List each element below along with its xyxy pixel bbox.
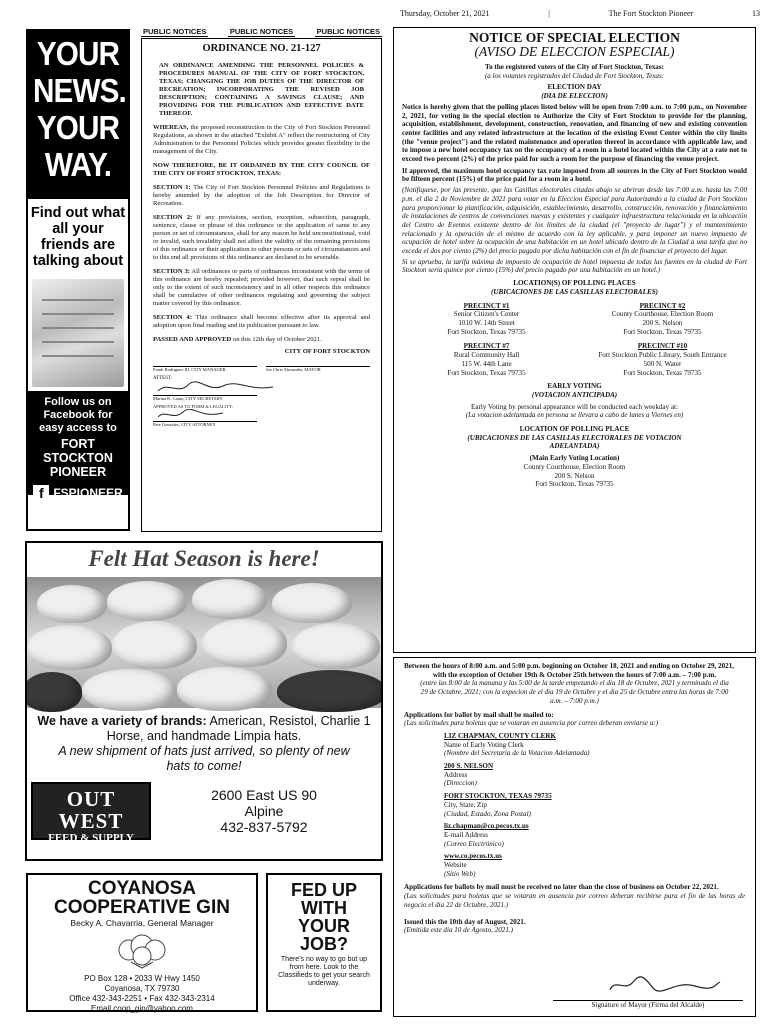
ordinance-notice xyxy=(141,38,382,532)
early-voting-details xyxy=(393,657,756,1017)
newspaper-image xyxy=(32,279,124,387)
fed-up-word-2: WITH xyxy=(301,898,347,918)
page-header xyxy=(400,9,760,18)
address-city: Alpine xyxy=(244,803,284,819)
early-voting-text-es: (La votacion adelantada en persona se llevara a cabo de lunes a Viernes en) xyxy=(465,411,684,420)
gin-email: Email coop_gin@yahoo.com xyxy=(91,1004,193,1013)
mail-deadline-es: (Las solicitudes para boletas que se votaran en ausencia por correo deberan recibirse para el fin de las horas de negocio el dia 22 de Octubre, 2021.) xyxy=(404,892,745,909)
ordinance-whereas xyxy=(153,124,370,156)
gin-title-1: COYANOSA xyxy=(87,878,197,899)
header-page-number: 13 xyxy=(751,9,760,18)
ordinance-caption: AN ORDINANCE AMENDING THE PERSONNEL POLICIES & PROCEDURES MANUAL OF THE CITY OF FORT STOCKTON, TEXAS; CHANGING THE JOB DUTIES OF THE DIRECTOR OF RECREATION; INCORPORATING THE REVISED JOB DESCRIPTION; CONTAINING A SAVINGS CLAUSE; AND PROVIDING FOR THE PUBLICATION AND EFFECTIVE DATE THEREOF. xyxy=(159,62,364,117)
section-3-text: All ordinances or parts of ordinances inconsistent with the terms of this ordinance are hereby repealed; provided however, that such repeal shall be only to the extent of such inconsistency and in all other respects this ordinance shall be cumulative of other ordinances regulating and governing the subject matter covered by this ordinance. xyxy=(153,268,370,307)
out-west-logo xyxy=(31,782,151,851)
precinct-line: Fort Stockton, Texas 79735 xyxy=(447,327,526,336)
logo-alpine: ALPINE, TX xyxy=(74,845,108,851)
precinct-name: PRECINCT #1 xyxy=(463,301,510,310)
mail-street-label-es: (Direccion) xyxy=(444,779,477,788)
public-notices-tab-1: PUBLIC NOTICES xyxy=(143,27,207,36)
public-notices-tabs xyxy=(141,27,382,37)
hat-ad-brands-text: American, Resistol, Charlie 1 Horse, and handmade Limpia hats. xyxy=(106,714,371,743)
cotton-boll-icon xyxy=(107,932,177,970)
early-voting-heading: EARLY VOTING xyxy=(547,382,602,391)
section-4-text: This ordinance shall become effective after its approval and adoption upon final reading and its publication pursuant to law. xyxy=(153,314,370,329)
mayor-signature-scribble xyxy=(605,976,725,994)
mail-heading-es: (Las solicitudes para boletas que se votaran en ausencia por correo deberan enviarse a:) xyxy=(404,719,659,728)
precinct-line: 1010 W. 14th Street xyxy=(458,318,515,327)
precinct-name: PRECINCT #10 xyxy=(637,342,688,351)
ordinance-section-3 xyxy=(153,268,370,308)
section-1-text: The City of Fort Stockton Personnel Policies and Regulations is hereby amended by the adoption of the Job Description for Director of Recreation. xyxy=(153,184,370,207)
precinct-name: PRECINCT #2 xyxy=(639,301,686,310)
mail-deadline: Applications for ballots by mail must be received no later than the close of business on October 22, 2021. xyxy=(404,883,719,892)
ordinance-signatures-row xyxy=(153,366,370,372)
ad-line-way: WAY. xyxy=(44,146,112,183)
issued-date: Issued this the 10th day of August, 2021. xyxy=(404,917,526,926)
election-body-2-es: Si se aprueba, la tarifa máxima de impuesto de ocupación de hotel impuesta de todas las fuentes en la ciudad de Fort Stockton sería quince por ciento (15%) del precio pagado por una habitación en un hotel.) xyxy=(402,257,747,275)
issued-date-es: (Emitida este dia 10 de Agosto, 2021.) xyxy=(404,926,514,935)
website-link[interactable]: www.co.pecos.tx.us xyxy=(444,852,502,861)
hat-ad-shipment: A new shipment of hats just arrived, so plenty of new hats to come! xyxy=(58,744,350,773)
early-voting-heading-es: (VOTACION ANTICIPADA) xyxy=(531,390,618,399)
hat-ad-brands-lead: We have a variety of brands: xyxy=(37,714,207,728)
fed-up-word-4: JOB? xyxy=(299,934,348,954)
signature-secretary-scribble xyxy=(153,381,283,395)
coyanosa-gin-ad[interactable] xyxy=(26,873,258,1012)
address-street: 2600 East US 90 xyxy=(211,787,317,803)
precinct-line: Rural Community Hall xyxy=(453,351,520,360)
website-label: Website xyxy=(444,861,467,870)
fed-up-word-1: FED UP xyxy=(290,880,357,900)
election-day-es: (DIA DE ELECCION) xyxy=(541,92,608,101)
precinct-name: PRECINCT #7 xyxy=(463,342,510,351)
signature-city-manager: Frank Rodriguez III, CITY MANAGER xyxy=(153,366,257,372)
fed-up-classifieds-ad[interactable] xyxy=(266,873,382,1012)
public-notices-tab-3: PUBLIC NOTICES xyxy=(316,27,380,36)
election-body-es: (Notifiquese, por las presente, que las Casillas electorales citadas abajo se abriran desde las 7:00 a.m. hasta las 7:00 p.m. el dia 2 de Noviembre de 2021 para votar en la Eleccion Especial para Autorizando a la ciudad de Fort Stockton para proporcionar la planificación, adquisición, establecimiento, desarrollo, construcción, renovación y financiamiento de instalaciones de centros de convenciones nuevas y existentes y cualquier infraestructura relacionada en la ubicación del Centro de Eventos existente dentro de los límites de la ciudad (el "proyecto de lugar") y el mantenimiento relacionado y la operación de el mismo de acuerdo con la ley aplicable, y para imponer un nuevo impuesto de ocupación de hotel sobre la ocupación de una habitación en un hotel ubicado dentro de la Ciudad a una tarifa que no exceda el dos por ciento (2%) del precio pagado por dicha habitación con el fin de financiar el proyecto del lugar. xyxy=(402,186,747,256)
ad-line-your-2: YOUR xyxy=(36,109,120,146)
election-day: ELECTION DAY xyxy=(547,83,602,92)
mail-city-label: City, State, Zip xyxy=(444,800,487,809)
precinct-line: County Courthouse, Election Room xyxy=(611,310,714,319)
main-early-line-1: County Courthouse, Election Room xyxy=(523,462,626,471)
section-4-lead: SECTION 4: xyxy=(153,314,192,321)
early-hours-exception: with the exception of October 19th & October 25th between the hours of 7:00 a.m. – 7:00 p.m. xyxy=(432,670,717,679)
section-3-lead: SECTION 3: xyxy=(153,268,190,275)
signature-mayor: Joe Chris Alexander, MAYOR xyxy=(266,366,370,372)
email-label: E-mail Address xyxy=(444,830,488,839)
main-early-line-3: Fort Stockton, Texas 79735 xyxy=(535,480,614,489)
main-early-location: (Main Early Voting Location) xyxy=(529,454,620,463)
precinct-line: 500 N. Water xyxy=(643,359,682,368)
signature-city-attorney: Pete Gonzales, CITY ATTORNEY xyxy=(153,421,257,427)
mail-street: 200 S. NELSON xyxy=(444,762,494,771)
section-2-lead: SECTION 2: xyxy=(153,214,193,221)
hats-photo xyxy=(27,577,381,708)
header-paper-name: The Fort Stockton Pioneer xyxy=(608,9,694,18)
gin-manager: Becky A. Chavarria, General Manager xyxy=(70,918,214,928)
facebook-icon: f xyxy=(33,485,49,501)
fed-up-text: There's no way to go but up from here. Look to the Classifieds to get your search underway. xyxy=(278,956,370,987)
precinct-line: 115 W. 44th Lane xyxy=(461,359,512,368)
early-location-heading-es: (UBICACIONES DE LAS CASILLAS ELECTORALES DE VOTACION ADELANTADA) xyxy=(467,433,682,451)
precinct-10 xyxy=(578,342,747,377)
header-separator: | xyxy=(548,9,550,18)
polling-places-heading: LOCATION(S) OF POLLING PLACES xyxy=(513,279,636,288)
precinct-7 xyxy=(402,342,571,377)
clerk-label-es: (Nombre del Secretaria de la Votacion Adelantada) xyxy=(444,749,590,758)
out-west-address xyxy=(151,787,377,835)
logo-out-west: OUT WEST xyxy=(58,787,124,833)
clerk-label: Name of Early Voting Clerk xyxy=(444,740,524,749)
clerk-name: LIZ CHAPMAN, COUNTY CLERK xyxy=(444,731,557,740)
precinct-line: Senior Citizen's Center xyxy=(453,310,520,319)
your-news-ad[interactable] xyxy=(26,29,130,531)
election-to-es: (a los votantes registrados del Ciudad de Fort Stockton, Texas: xyxy=(484,71,665,80)
ad-line-your: YOUR xyxy=(36,35,120,72)
gin-city: Coyanosa, TX 79730 xyxy=(104,984,180,993)
precinct-line: 200 S. Nelson xyxy=(642,318,683,327)
passed-lead: PASSED AND APPROVED xyxy=(153,336,232,343)
ordinance-city: CITY OF FORT STOCKTON xyxy=(284,348,370,355)
mail-street-label: Address xyxy=(444,770,468,779)
header-date: Thursday, October 21, 2021 xyxy=(400,9,490,18)
election-title-es: (AVISO DE ELECCION ESPECIAL) xyxy=(474,44,675,59)
hat-ad-brands xyxy=(27,714,381,744)
ordinance-passed xyxy=(153,336,370,344)
early-hours-es: (entre las 8:00 de la manana y las 5:00 de la tarde empezando el dia 18 de Octubre, 2021 y terminado el dia 29 de Octubre, 2021; con la expecion de el dia 19 de Octubre y el dia 25 de Octubre entra las horas de 7:00 a.m. – 7:00 p.m.) xyxy=(420,679,729,705)
early-hours: Between the hours of 8:00 a.m. and 5:00 p.m. beginning on October 18, 2021 and ending on October 29, 2021, xyxy=(404,662,735,670)
hat-ad-title: Felt Hat Season is here! xyxy=(27,543,381,577)
felt-hat-ad[interactable] xyxy=(25,541,383,861)
early-location-heading: LOCATION OF POLLING PLACE xyxy=(519,425,630,434)
public-notices-tab-2: PUBLIC NOTICES xyxy=(229,27,294,36)
address-phone: 432-837-5792 xyxy=(220,819,308,835)
election-body: Notice is hereby given that the polling places listed below will be open from 7:00 a.m. to 7:00 p.m., on November 2, 2021, for voting in the special election to Authorize the City of Fort Stockton to provide for the planning, acquisition, establishment, development, construction, renovation, and financing of new and existing convention center facilities and any related infrastructure at the location of the existing Event Center within the city limits (the "venue project") and the related maintenance and operation thereof in accordance with applicable law, and to impose a new hotel occupancy tax on the occupancy of a room in a hotel located within the City at a rate not to exceed two percent (2%) of the price paid for such a room for the purpose of financing the venue project. xyxy=(402,102,747,164)
passed-text: on this 12th day of October 2021. xyxy=(231,336,322,343)
out-west-row xyxy=(27,782,381,851)
precinct-row-2 xyxy=(402,342,747,377)
main-early-line-2: 200 S. Nelson xyxy=(554,471,595,480)
mail-city-label-es: (Ciudad, Estado, Zona Postal) xyxy=(444,809,531,818)
precinct-line: Fort Stockton, Texas 79735 xyxy=(623,368,702,377)
gin-title-2: COOPERATIVE GIN xyxy=(54,897,230,918)
precinct-line: Fort Stockton, Texas 79735 xyxy=(447,368,526,377)
precinct-2 xyxy=(578,302,747,337)
early-voting-text: Early Voting by personal appearance will be conducted each weekday at: xyxy=(471,402,678,411)
ordinance-section-4 xyxy=(153,314,370,330)
precinct-line: Fort Stockton, Texas 79735 xyxy=(623,327,702,336)
election-to: To the registered voters of the City of Fort Stockton, Texas: xyxy=(485,63,664,71)
signature-attorney-scribble xyxy=(153,409,233,421)
ordinance-section-2 xyxy=(153,214,370,262)
logo-feed-supply: FEED & SUPPLY xyxy=(48,832,134,844)
polling-places-heading-es: (UBICACIONES DE LAS CASILLAS ELECTORALES) xyxy=(490,287,658,296)
gin-phone: Office 432-343-2251 • Fax 432-343-2314 xyxy=(69,994,215,1003)
precinct-1 xyxy=(402,302,571,337)
election-title: NOTICE OF SPECIAL ELECTION xyxy=(469,30,680,45)
facebook-handle[interactable] xyxy=(30,485,126,501)
ad-brand: FORT STOCKTON PIONEER xyxy=(43,437,113,479)
ad-follow-text: Follow us on Facebook for easy access to xyxy=(39,396,117,434)
precinct-row-1 xyxy=(402,302,747,337)
ordinance-now: NOW THEREFORE, BE IT ORDAINED BY THE CITY COUNCIL OF THE CITY OF FORT STOCKTON, TEXAS: xyxy=(153,162,370,177)
ordinance-attest: ATTEST: xyxy=(153,376,173,381)
email-label-es: (Correo Electrónico) xyxy=(444,839,504,848)
ordinance-title: ORDINANCE NO. 21-127 xyxy=(202,43,321,54)
ordinance-section-1 xyxy=(153,184,370,208)
precinct-line: Fort Stockton Public Library, South Entrance xyxy=(598,351,727,360)
signature-city-secretary: Marina K. Cantu, CITY SECRETARY xyxy=(153,395,257,401)
special-election-notice xyxy=(393,27,756,653)
ad-find-text: Find out what all your friends are talking about xyxy=(30,205,126,269)
whereas-lead: WHEREAS, xyxy=(153,124,189,131)
election-body-2: If approved, the maximum hotel occupancy tax rate imposed from all sources in the City of Fort Stockton would be fifteen percent (15%) of the price paid for a room in a hotel. xyxy=(402,166,747,184)
mail-city: FORT STOCKTON, TEXAS 79735 xyxy=(444,792,552,801)
gin-address: PO Box 128 • 2033 W Hwy 1450 xyxy=(84,974,200,983)
mail-address-block xyxy=(404,732,745,879)
whereas-text: the proposed reconstruction in the City of Fort Stockton Personnel Regulations, as shown in the attached "Exhibit A" reflect the restructuring of City Administration to the Personnel Policies which provides greater flexibility in the management of the City. xyxy=(153,124,370,155)
fed-up-word-3: YOUR xyxy=(297,916,350,936)
facebook-handle-text: FSPIONEER xyxy=(53,485,123,500)
ad-line-news: NEWS. xyxy=(33,72,126,109)
website-label-es: (Sitio Web) xyxy=(444,869,476,878)
mayor-signature-line: Signature of Mayor (Firma del Alcalde) xyxy=(553,1000,743,1010)
fed-up-headline xyxy=(268,881,380,953)
clerk-email-link[interactable]: liz.chapman@co.pecos.tx.us xyxy=(444,822,529,831)
section-2-text: If any provisions, section, exception, subsection, paragraph, sentence, clause or phrase of this ordinance or the application of same to any person or set of circumstances, shall for any reason be held unconstitutional, void or invalid, such invalidity shall not affect the validity of the remaining provisions of this ordinance or their application to other persons or sets of circumstances and to this end all provisions of this ordinance are declared to be severable. xyxy=(153,214,370,261)
mail-heading: Applications for ballot by mail shall be mailed to: xyxy=(404,710,554,719)
section-1-lead: SECTION 1: xyxy=(153,184,191,191)
ordinance-approved: APPROVED AS TO FORM & LEGALITY: xyxy=(153,404,234,409)
